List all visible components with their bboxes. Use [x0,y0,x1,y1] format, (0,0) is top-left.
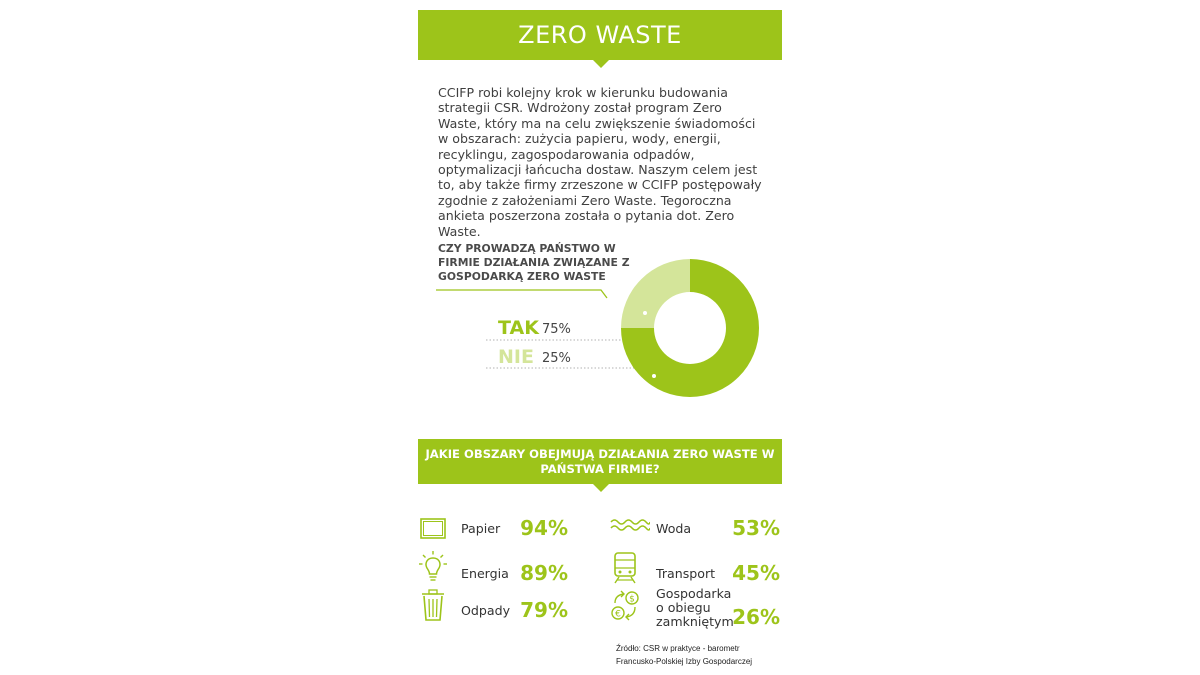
area-transport-value: 45% [732,561,780,585]
source-line: Francusko-Polskiej Izby Gospodarczej [616,657,753,666]
area-gospodarka-value: 26% [732,605,780,629]
area-gospodarka [610,588,780,638]
area-transport [610,550,780,590]
banner-arrow [593,60,609,68]
currency-cycle-icon [610,588,640,622]
banner-arrow [593,484,609,492]
area-woda-label: Woda [656,521,692,536]
paper-icon [418,513,448,547]
area-energia-value: 89% [520,561,568,585]
svg-text:€: € [615,609,621,620]
legend-tak-label: TAK [498,317,539,339]
slice-marker-nie [652,374,656,378]
area-gospodarka-label-line: Gospodarka [656,586,732,601]
area-odpady [418,588,568,628]
train-icon [610,550,640,584]
area-gospodarka-label [656,587,734,629]
svg-text:$: $ [629,594,635,605]
lightbulb-icon [418,550,448,584]
area-papier-label: Papier [461,521,501,536]
areas-heading: JAKIE OBSZARY OBEJMUJĄ DZIAŁANIA ZERO WASTE W PAŃSTWA FIRMIE? [425,447,775,476]
area-energia-label: Energia [461,566,509,581]
intro-paragraph: CCIFP robi kolejny krok w kierunku budowania strategii CSR. Wdrożony został program Zero Waste, który ma na celu zwiększenie świadomości w obszarach: zużycia papieru, wody, energii, recyklingu, zagospodarowania odpadów, optymalizacji łańcucha dostaw. Naszym celem jest to, aby także firmy zrzeszone w CCIFP postępowały zgodnie z założeniami Zero Waste. Tegoroczna ankieta poszerzona została o pytania dot. Zero Waste. [438,85,762,239]
legend-nie-label: NIE [498,346,534,368]
zero-waste-infographic [418,10,782,670]
title-banner [418,10,782,60]
legend-nie-value: 25% [542,351,571,366]
area-odpady-value: 79% [520,598,568,622]
donut-slice-nie [621,259,690,328]
trash-icon [418,588,448,622]
area-papier [418,513,568,553]
donut-slices [621,259,759,397]
source-note [616,642,752,668]
area-woda-value: 53% [732,516,780,540]
page-title: ZERO WASTE [518,21,682,49]
area-woda [610,513,780,553]
source-line: Źródło: CSR w praktyce - barometr [616,644,740,653]
area-gospodarka-label-line: zamkniętym [656,614,734,629]
area-gospodarka-label-line: o obiegu [656,600,711,615]
area-odpady-label: Odpady [461,603,511,618]
areas-banner [418,439,782,484]
area-transport-label: Transport [656,566,716,581]
area-energia [418,550,568,590]
donut-chart [418,250,782,410]
water-wave-icon [610,513,650,547]
slice-marker-tak [643,311,647,315]
donut-question: CZY PROWADZĄ PAŃSTWO W FIRMIE DZIAŁANIA ZWIĄZANE Z GOSPODARKĄ ZERO WASTE [438,242,630,283]
area-papier-value: 94% [520,516,568,540]
legend-tak-value: 75% [542,322,571,337]
